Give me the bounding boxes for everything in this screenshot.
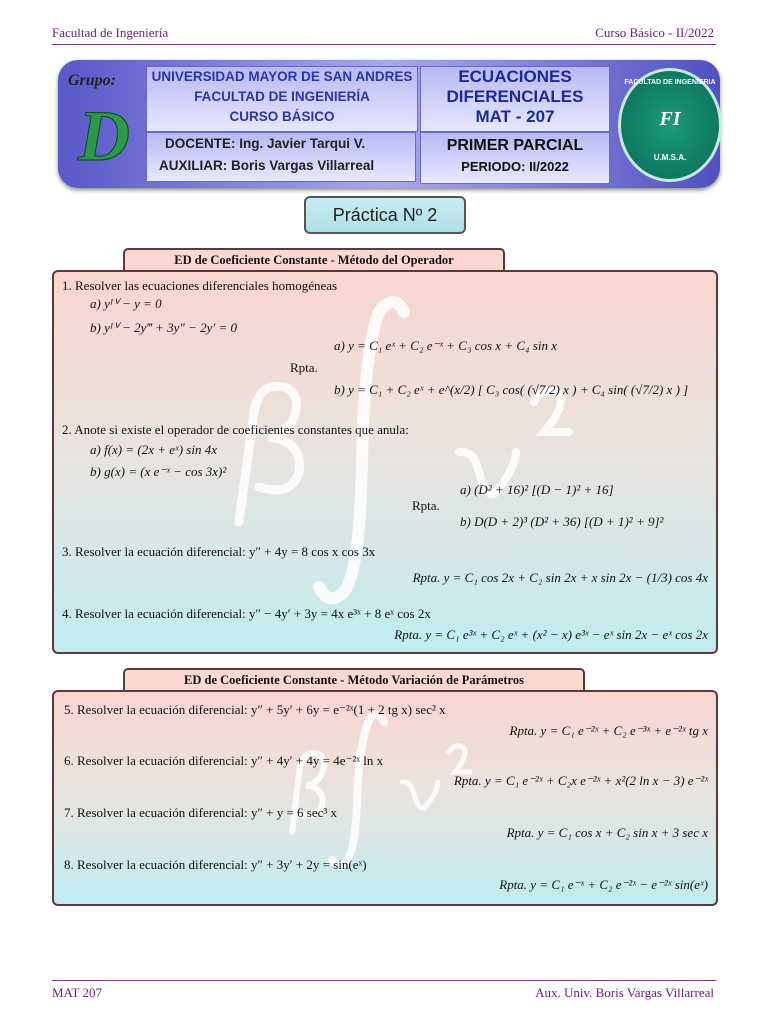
problem-8: 8. Resolver la ecuación diferencial: y″ + 3y′ + 2y = sin(eˣ) [64,857,367,872]
staff-cell [146,132,416,182]
problem-1b: b) yᴵⱽ − 2y‴ + 3y″ − 2y′ = 0 [90,320,237,335]
page-title: Práctica Nº 2 [304,196,466,234]
grupo-logo: D [78,96,130,176]
faculty-seal [618,68,722,182]
university-name: UNIVERSIDAD MAYOR DE SAN ANDRES [151,69,413,84]
subject-line2: DIFERENCIALES [446,87,584,106]
footer-left: MAT 207 [52,985,102,1000]
seal-center-text: FI [659,108,681,130]
subject-line1: ECUACIONES [458,67,572,86]
watermark-integral [332,715,384,866]
university-cell [146,66,418,132]
exam-period: PERIODO: II/2022 [461,159,569,174]
grupo-label: Grupo: [68,72,117,89]
header-right: Curso Básico - II/2022 [595,25,714,40]
exam-cell [420,132,610,184]
problem-5: 5. Resolver la ecuación diferencial: y″ + 5y′ + 6y = e⁻²ˣ(1 + 2 tg x) sec² x [64,702,446,717]
problem-2a: a) f(x) = (2x + eˣ) sin 4x [90,442,217,457]
problem-1a: a) yᴵⱽ − y = 0 [90,296,162,311]
problem-3: 3. Resolver la ecuación diferencial: y″ + 4y = 8 cos x cos 3x [62,544,376,559]
problem-2b: b) g(x) = (x e⁻ˣ − cos 3x)² [90,464,227,479]
footer-right: Aux. Univ. Boris Vargas Villarreal [535,985,714,1000]
answer-3: Rpta. y = C₁ cos 2x + C₂ sin 2x + x sin 2x − (1/3) cos 4x [412,570,708,585]
answer-1b: b) y = C₁ + C₂ eˣ + e^(x/2) [ C₃ cos( (√7/2) x ) + C₄ sin( (√7/2) x ) ] [334,382,689,397]
watermark-v2 [459,390,569,494]
seal-top-text: FACULTAD DE INGENIERIA [624,79,716,86]
header-rule [52,44,716,45]
auxiliar: AUXILIAR: Boris Vargas Villarreal [159,158,375,173]
answer-5: Rpta. y = C₁ e⁻²ˣ + C₂ e⁻³ˣ + e⁻²ˣ tg x [509,723,708,738]
section2-title: ED de Coeficiente Constante - Método Variación de Parámetros [123,668,585,691]
problem-6: 6. Resolver la ecuación diferencial: y″ + 4y′ + 4y = 4e⁻²ˣ ln x [64,753,384,768]
watermark-beta [239,386,300,522]
rpta-label: Rpta. [412,498,440,513]
docente: DOCENTE: Ing. Javier Tarqui V. [165,136,366,151]
header-left: Facultad de Ingeniería [52,25,169,40]
answer-8: Rpta. y = C₁ e⁻ˣ + C₂ e⁻²ˣ − e⁻²ˣ sin(eˣ) [499,877,708,892]
section2-box [52,690,718,906]
seal-bottom-text: U.M.S.A. [653,153,687,162]
problem-4: 4. Resolver la ecuación diferencial: y″ − 4y′ + 3y = 4x e³ˣ + 8 eˣ cos 2x [62,606,431,621]
problem-7: 7. Resolver la ecuación diferencial: y″ + y = 6 sec³ x [64,805,338,820]
subject-code: MAT - 207 [475,107,555,126]
answer-2b: b) D(D + 2)³ (D² + 36) [(D + 1)² + 9]² [460,514,664,529]
section1-title: ED de Coeficiente Constante - Método del Operador [123,248,505,271]
answer-4: Rpta. y = C₁ e³ˣ + C₂ eˣ + (x² − x) e³ˣ − eˣ sin 2x − eˣ cos 2x [394,627,708,642]
rpta-label: Rpta. [290,360,318,375]
answer-6: Rpta. y = C₁ e⁻²ˣ + C₂x e⁻²ˣ + x²(2 ln x − 3) e⁻²ˣ [453,773,708,788]
course-name: CURSO BÁSICO [229,109,335,124]
exam-name: PRIMER PARCIAL [446,137,584,154]
subject-cell [420,66,610,132]
footer-rule [52,980,716,981]
answer-2a: a) (D² + 16)² [(D − 1)² + 16] [460,482,614,497]
answer-7: Rpta. y = C₁ cos x + C₂ sin x + 3 sec x [506,825,708,840]
problem-1: 1. Resolver las ecuaciones diferenciales homogéneas [62,278,338,293]
course-banner [58,60,720,188]
problem-2: 2. Anote si existe el operador de coeficientes constantes que anula: [62,422,409,437]
faculty-name: FACULTAD DE INGENIERÍA [194,89,370,104]
section1-box [52,270,718,654]
answer-1a: a) y = C₁ eˣ + C₂ e⁻ˣ + C₃ cos x + C₄ sin x [334,338,557,353]
